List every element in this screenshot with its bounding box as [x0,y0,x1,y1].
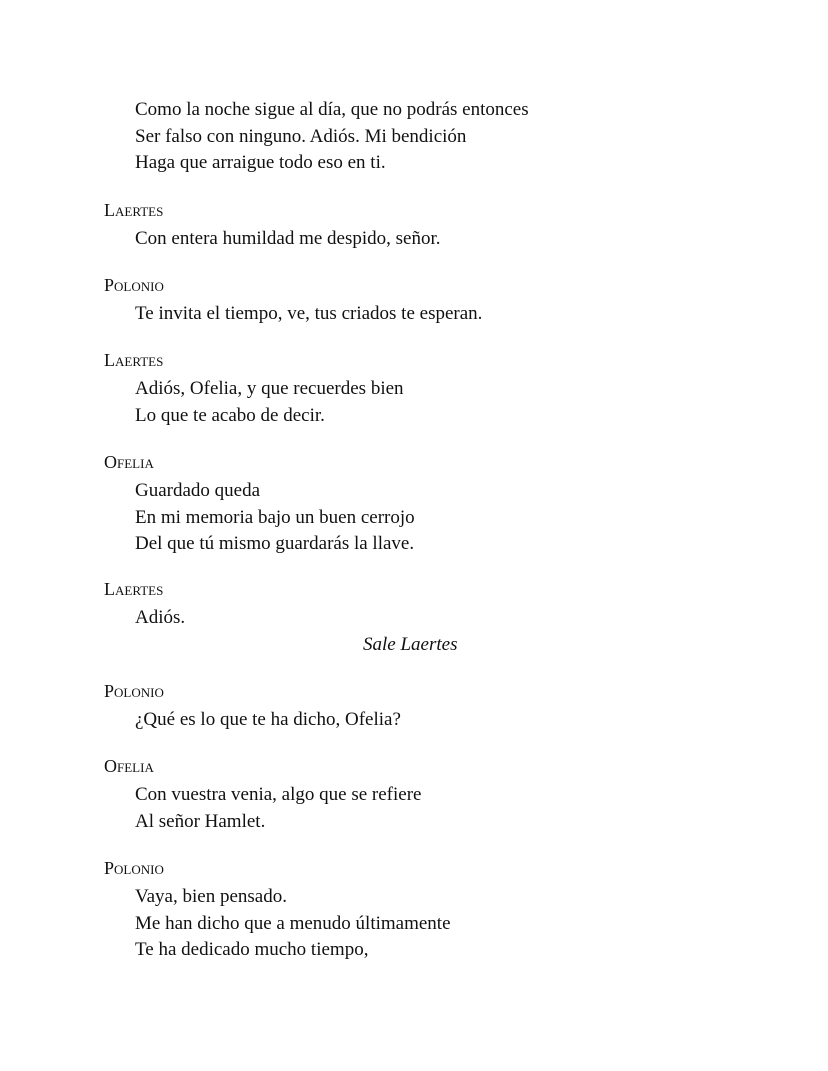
speaker-name: Polonio [104,858,164,878]
speech [104,579,784,658]
speaker-name: Laertes [104,579,164,599]
verse-line: Adiós, Ofelia, y que recuerdes bien [135,378,404,399]
verse-line: ¿Qué es lo que te ha dicho, Ofelia? [135,709,401,730]
speech [104,858,784,964]
verse-line: Adiós. [135,607,186,628]
speaker-name: Laertes [104,350,164,370]
speaker-name: Polonio [104,275,164,295]
speaker-name: Polonio [104,681,164,701]
stage-direction: Sale Laertes [363,633,458,655]
speech [104,681,784,734]
speaker-name: Ofelia [104,756,154,776]
speaker-name: Laertes [104,200,164,220]
verse-line: Me han dicho que a menudo últimamente [135,912,451,934]
verse-line: Lo que te acabo de decir. [135,404,325,426]
speech [104,350,784,429]
speech [104,756,784,835]
verse-line: Guardado queda [135,480,261,501]
speech-continuation [104,97,784,177]
verse-line: Te invita el tiempo, ve, tus criados te esperan. [135,303,483,324]
verse-line: En mi memoria bajo un buen cerrojo [135,506,415,528]
verse-line: Con entera humildad me despido, señor. [135,228,441,249]
verse-line: Ser falso con ninguno. Adiós. Mi bendición [135,125,467,147]
verse-line: Al señor Hamlet. [135,810,266,832]
verse-line: Con vuestra venia, algo que se refiere [135,784,422,805]
verse-line: Haga que arraigue todo eso en ti. [135,152,386,173]
verse-line: Del que tú mismo guardarás la llave. [135,533,415,554]
verse-line: Te ha dedicado mucho tiempo, [135,939,369,960]
speech [104,200,784,253]
speech [104,275,784,328]
speech [104,452,784,558]
speaker-name: Ofelia [104,452,154,472]
verse-line: Vaya, bien pensado. [135,886,287,907]
verse-line: Como la noche sigue al día, que no podrás entonces [135,99,529,120]
